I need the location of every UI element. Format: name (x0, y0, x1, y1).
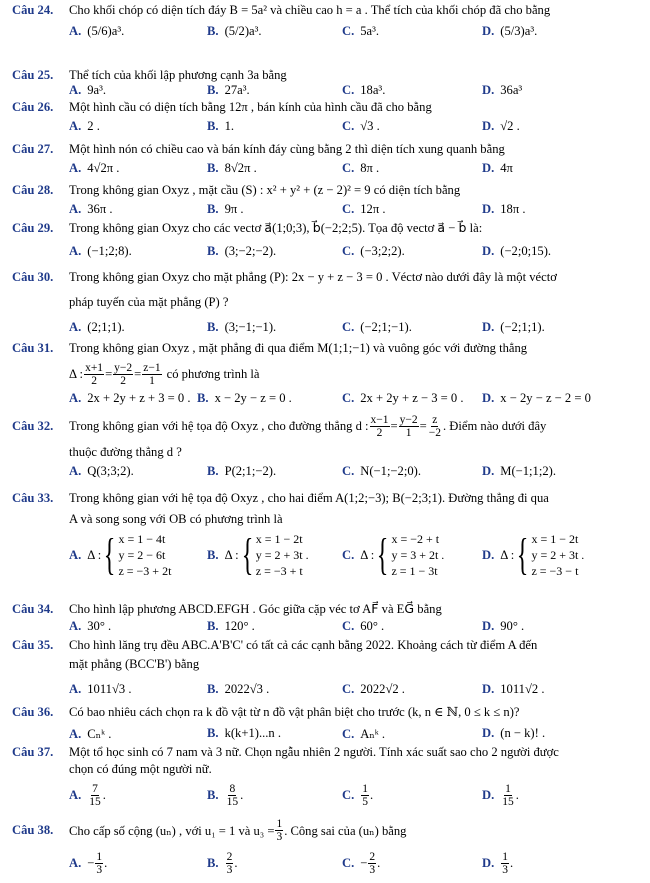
question-text-cont: thuộc đường thẳng d ? (69, 445, 182, 459)
question-number: Câu 28. (12, 183, 54, 197)
option-d: D. 36a³ (482, 83, 523, 97)
question-38: Câu 38. Cho cấp số cộng (uₙ) , với u₁ = 1 và u₃ = $\frac{1}{3}$ . Công sai của (uₙ) bằng A. − $\frac{1}{3}$ . B. $\frac{2}{3}$ . C. − $\frac{2}{3}$ . D. $\frac{1}{3}$ . (12, 818, 514, 876)
question-text: Một tổ học sinh có 7 nam và 3 nữ. Chọn ngẫu nhiên 2 người. Tính xác suất sao cho 2 người được (69, 745, 559, 759)
question-number: Câu 36. (12, 705, 54, 719)
option-a: A. − $\frac{1}{3}$ . (69, 851, 108, 876)
option-d: D. x − 2y − z − 2 = 0 (482, 391, 591, 405)
question-33 (12, 491, 644, 587)
option-d: D. Δ : { x = 1 − 2t y = 2 + 3t . z = −3 − t (482, 530, 585, 579)
option-d: D. 1011√2 . (482, 682, 545, 696)
option-d: D. 18π . (482, 202, 526, 216)
option-a: A. 9a³. (69, 83, 107, 97)
option-d: D. M(−1;1;2). (482, 464, 556, 478)
option-b: B. (3;−1;−1). (207, 320, 277, 334)
option-a: A. $\frac{7}{15}$ . (69, 783, 106, 808)
question-text: Cho khối chóp có diện tích đáy B = 5a² và chiều cao h = a . Thể tích của khối chóp đã cho bằng (69, 3, 551, 17)
option-b: B. 120° . (207, 619, 255, 633)
question-text: Một hình cầu có diện tích bằng 12π , bán kính của hình cầu đã cho bằng (69, 100, 432, 114)
option-a: A. 30° . (69, 619, 112, 633)
question-text: Cho hình lập phương ABCD.EFGH . Góc giữa cặp véc tơ AF⃗ và EG⃗ bằng (69, 602, 442, 616)
fraction: $\frac{x-1}{2}$ (370, 414, 389, 439)
option-c: C. $\frac{1}{5}$ . (342, 783, 374, 808)
option-d: D. $\frac{1}{15}$ . (482, 783, 519, 808)
fraction: $\frac{y-2}{1}$ (399, 414, 418, 439)
option-d: D. 4π (482, 161, 513, 175)
question-number: Câu 26. (12, 100, 54, 114)
option-d: D. (−2;1;1). (482, 320, 545, 334)
option-d: D. √2 . (482, 119, 520, 133)
question-text: Một hình nón có chiều cao và bán kính đáy cùng bằng 2 thì diện tích xung quanh bằng (69, 142, 505, 156)
question-text: Trong không gian Oxyz cho các vectơ a⃗(1;0;3), b⃗(−2;2;5). Tọa độ vectơ a⃗ − b⃗ là: (69, 221, 483, 235)
question-text-cont: pháp tuyến của mặt phẳng (P) ? (69, 295, 229, 309)
option-b: B. (5/2)a³. (207, 24, 262, 38)
question-number: Câu 30. (12, 270, 54, 284)
question-31 (12, 341, 644, 411)
option-c: C. 18a³. (342, 83, 386, 97)
question-number: Câu 34. (12, 602, 54, 616)
option-c: C. 2022√2 . (342, 682, 405, 696)
question-25 (12, 68, 644, 103)
option-a: A. 2 . (69, 119, 100, 133)
option-a: A. Cₙᵏ . (69, 726, 112, 741)
question-text: Trong không gian với hệ tọa độ Oxyz , cho đường thẳng d : (69, 419, 369, 433)
option-c: C. (−3;2;2). (342, 244, 405, 258)
option-b: B. x − 2y − z = 0 . (197, 391, 292, 405)
question-27 (12, 142, 644, 181)
option-d: D. (5/3)a³. (482, 24, 538, 38)
option-b: B. 1. (207, 119, 235, 133)
question-text: Thể tích của khối lập phương cạnh 3a bằng (69, 68, 287, 82)
option-c: C. (−2;1;−1). (342, 320, 412, 334)
option-a: A. 4√2π . (69, 161, 120, 175)
option-b: B. $\frac{8}{15}$ . (207, 783, 244, 808)
option-a: A. Δ : { x = 1 − 4t y = 2 − 6t z = −3 + 2t (69, 530, 172, 579)
question-36 (12, 704, 644, 746)
option-b: B. k(k+1)...n . (207, 726, 281, 740)
question-29 (12, 220, 644, 264)
option-c: C. 8π . (342, 161, 380, 175)
option-b: B. 9π . (207, 202, 244, 216)
fraction: $\frac{1}{3}$ (276, 818, 283, 843)
option-d: D. 90° . (482, 619, 525, 633)
option-a: A. 36π . (69, 202, 113, 216)
option-c: C. 12π . (342, 202, 386, 216)
option-c: C. √3 . (342, 119, 380, 133)
question-number: Câu 24. (12, 3, 54, 17)
option-c: C. − $\frac{2}{3}$ . (342, 851, 381, 876)
option-b: B. (3;−2;−2). (207, 244, 277, 258)
question-number: Câu 32. (12, 419, 54, 433)
option-d: D. (n − k)! . (482, 726, 546, 740)
option-a: A. 1011√3 . (69, 682, 132, 696)
option-c: C. Aₙᵏ . (342, 726, 386, 741)
question-text: Cho hình lăng trụ đều ABC.A'B'C' có tất cả các cạnh bằng 2022. Khoảng cách từ điểm A đến (69, 638, 538, 652)
question-number: Câu 38. (12, 823, 54, 837)
question-number: Câu 37. (12, 745, 54, 759)
question-text: Trong không gian Oxyz , mặt phẳng đi qua điểm M(1;1;−1) và vuông góc với đường thẳng (69, 341, 528, 355)
question-number: Câu 29. (12, 221, 54, 235)
option-a: A. (2;1;1). (69, 320, 125, 334)
question-26 (12, 100, 644, 139)
fraction: $\frac{x+1}{2}$ (85, 362, 104, 387)
option-a: A. (−1;2;8). (69, 244, 132, 258)
option-b: B. P(2;1;−2). (207, 464, 277, 478)
question-number: Câu 27. (12, 142, 54, 156)
question-text-cont: mặt phẳng (BCC'B') bằng (69, 657, 200, 671)
option-b: B. 8√2π . (207, 161, 257, 175)
fraction: $\frac{z-1}{1}$ (143, 362, 161, 387)
option-d: D. (−2;0;15). (482, 244, 552, 258)
fraction: $\frac{z}{-2}$ (428, 414, 441, 439)
question-35 (12, 638, 644, 702)
option-c: C. Δ : { x = −2 + t y = 3 + 2t . z = 1 − 3t (342, 530, 445, 579)
question-number: Câu 35. (12, 638, 54, 652)
option-c: C. 60° . (342, 619, 385, 633)
question-28 (12, 183, 644, 222)
question-text: Trong không gian Oxyz cho mặt phẳng (P): 2x − y + z − 3 = 0 . Véctơ nào dưới đây là một véctơ (69, 270, 557, 284)
option-b: B. $\frac{2}{3}$ . (207, 851, 238, 876)
option-b: B. 2022√3 . (207, 682, 270, 696)
question-24 (12, 3, 644, 50)
option-b: B. 27a³. (207, 83, 250, 97)
question-number: Câu 33. (12, 491, 54, 505)
option-c: C. 5a³. (342, 24, 380, 38)
question-text: Trong không gian với hệ tọa độ Oxyz , cho hai điểm A(1;2;−3); B(−2;3;1). Đường thẳng đi qua (69, 491, 549, 505)
question-text: Có bao nhiêu cách chọn ra k đồ vật từ n đồ vật phân biệt cho trước (k, n ∈ ℕ, 0 ≤ k ≤ n)? (69, 705, 520, 719)
question-30 (12, 270, 644, 340)
option-c: C. N(−1;−2;0). (342, 464, 421, 478)
option-a: A. 2x + 2y + z + 3 = 0 . (69, 391, 191, 405)
line-equation: Δ : $\frac{x+1}{2}$ = $\frac{y-2}{2}$ = $\frac{z-1}{1}$ có phương trình là (69, 362, 260, 387)
question-text-cont: A và song song với OB có phương trình là (69, 512, 283, 526)
question-34 (12, 601, 644, 639)
question-text: Cho cấp số cộng (uₙ) , với u₁ = 1 và u₃ = (69, 823, 275, 838)
question-number: Câu 25. (12, 68, 54, 82)
option-b: B. Δ : { x = 1 − 2t y = 2 + 3t . z = −3 + t (207, 530, 309, 579)
question-number: Câu 31. (12, 341, 54, 355)
question-32: Câu 32. Trong không gian với hệ tọa độ Oxyz , cho đường thẳng d : $\frac{x-1}{2}$ = $\frac{y-2}{1}$ = $\frac{z}{-2}$ . Điểm nào dưới đây thuộc đường thẳng d ? A. Q(3;3;2). B. P(2;1;−2). C. N(−1;−2;0). D. M(−1;1;2). (12, 414, 644, 484)
option-d: D. $\frac{1}{3}$ . (482, 851, 514, 876)
question-37 (12, 745, 644, 811)
option-a: A. Q(3;3;2). (69, 464, 134, 478)
fraction: $\frac{y-2}{2}$ (114, 362, 133, 387)
option-c: C. 2x + 2y + z − 3 = 0 . (342, 391, 464, 405)
question-text: Trong không gian Oxyz , mặt cầu (S) : x² + y² + (z − 2)² = 9 có diện tích bằng (69, 183, 461, 197)
question-text-cont: chọn có đúng một người nữ. (69, 762, 212, 776)
option-a: A. (5/6)a³. (69, 24, 125, 38)
